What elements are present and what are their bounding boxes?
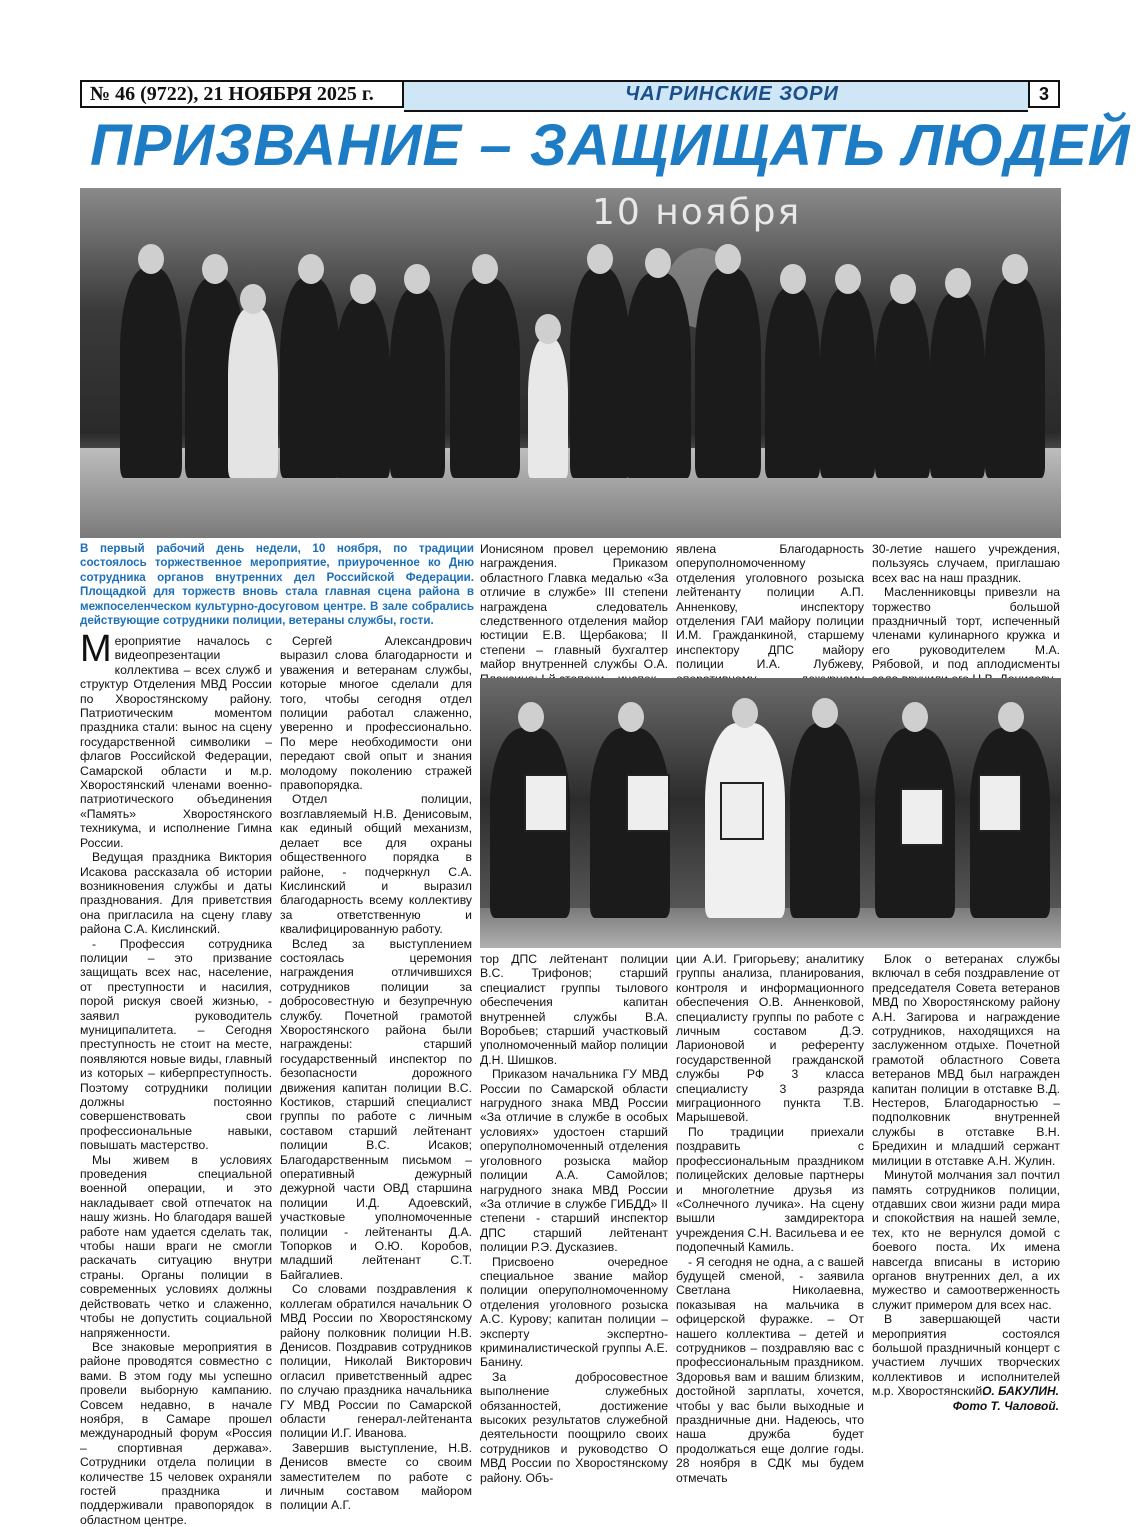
people-group: [80, 248, 1061, 478]
column-2: [280, 634, 472, 1513]
column-5-bottom: [872, 952, 1060, 1399]
paragraph: Минутой молчания зал почтил память сотрудников полиции, отдавших свои жизни ради мира и спокойствия на нашей земле, тех, кто не вернулся домой с боевого поста. Их имена навсегда вписаны в историю органов внутренних дел, а их мужество и самоотверженность служит примером для всех нас.: [872, 1168, 1060, 1312]
newspaper-title: ЧАГРИНСКИЕ ЗОРИ: [625, 83, 839, 105]
awardees-photo: [480, 678, 1061, 948]
photo-backdrop-text: 10 ноября: [592, 192, 802, 233]
paragraph: В завершающей части мероприятия состоялся большой праздничный концерт с участием лучших творческих коллективов и исполнителей м.р. Хворостянский.: [872, 1312, 1060, 1399]
paragraph: Ионисяном провел церемонию награждения. Приказом областного Главка медалью «За отличие в службе» III степени награждена следователь следственного отделения майор юстиции Е.В. Щербакова; II степени – главный бухгалтер майор внутренней службы О.А.: [480, 542, 668, 672]
column-4-bottom: [676, 952, 864, 1485]
column-3-top: [480, 542, 668, 686]
paragraph: Приказом начальника ГУ МВД России по Самарской области нагрудного знака МВД России «За отличие в службе в особых условиях» удостоен старший оперуполномоченный отделения уголовного розыска майор полиции А.А. Самойлов; нагрудного знака МВД России «За отличие в службе ГИБДД» II степени - старший инспектор ДПС старший лейтенант полиции Р.Э. Дусказиев.: [480, 1067, 668, 1255]
paragraph: Вслед за выступлением состоялась церемония награждения отличившихся сотрудников полиции за добросовестную и безупречную службу. Почетной грамотой Хворостянского района были награждены: старший государственный инспектор по безопасности дорожного движения капитан полиции В.С. Костиков, старший специалист группы по работе с личным составом старший лейтенант полиции В.С. Исаков; Благодарственным письмом – оперативный дежурный дежурной части ОВД старшина полиции И.Д. Адоевский, участковые уполномоченные полиции - лейтенанты Д.А. Топорков и О.Ю. Коробов, младший лейтенант С.Т. Байгалиев.: [280, 936, 472, 1282]
paragraph: По традиции приехали поздравить с профессиональным праздником полицейских деловые партнеры и многолетние друзья из «Солнечного лучика». На сцену вышли замдиректора учреждения С.Н. Васильева и ее подопечный Камиль.: [676, 1124, 864, 1255]
certificate-icon: [720, 782, 764, 840]
certificate-icon: [626, 774, 670, 832]
issue-number: № 46 (9722), 21 НОЯБРЯ 2025 г.: [80, 80, 404, 108]
paragraph: Со словами поздравления к коллегам обратился начальник О МВД России по Хворостянскому району полковник полиции Н.В. Денисов. Поздравив сотрудников полиции, Николай Викторович огласил приветственный адрес по случаю праздника начальника ГУ МВД России по Самарской области генерал-лейтенанта полиции И.Г. Иванова.: [280, 1282, 472, 1441]
author: О. БАКУЛИН.: [982, 1384, 1059, 1398]
column-3-bottom: [480, 952, 668, 1485]
paragraph: Мы живем в условиях проведения специальной военной операции, и это накладывает свой отпечаток на нашу жизнь. Но благодаря вашей работе нам удается сделать так, чтобы наши враги не смогли раскачать ситуацию внутри страны. Органы полиции в современных условиях должны действовать четко и слаженно, чтобы не допустить социальной напряженности.: [80, 1152, 272, 1340]
paragraph: За добросовестное выполнение служебных обязанностей, достижение высоких результатов служебной деятельности поощрило своих сотрудников и руководство О МВД России по Хворостянскому району. Объ-: [480, 1369, 668, 1485]
paragraph: тор ДПС лейтенант полиции В.С. Трифонов; старший специалист группы тылового обеспечения капитан внутренней службы В.А. Воробьев; старший участковый уполномоченный майор полиции Д.Н. Шишков.: [480, 952, 668, 1067]
certificate-icon: [978, 774, 1022, 832]
group-photo: [80, 188, 1061, 538]
headline: ПРИЗВАНИЕ – ЗАЩИЩАТЬ ЛЮДЕЙ: [90, 113, 1131, 178]
certificate-icon: [900, 788, 944, 846]
paragraph: - Профессия сотрудника полиции – это призвание защищать всех нас, население, от преступности и насилия, порой рискуя своей жизнью, - заявил руководитель муниципалитета. – Сегодня преступность не стоит на месте, появляются новые виды, главный из которых – киберпреступность. Поэтому сотрудники полиции должны постоянно совершенствовать свои профессиональные навыки, повышать мастерство.: [80, 936, 272, 1153]
column-5-top: [872, 542, 1060, 686]
paragraph: Все знаковые мероприятия в районе проводятся совместно с вами. В этом году мы успешно провели выборную кампанию. Совсем недавно, в начале ноября, в Самаре прошел международный форум «Россия – спортивная держава». Сотрудники отдела полиции в количестве 15 человек охраняли гостей праздника и поддерживали правопорядок в областном центре.: [80, 1339, 272, 1527]
signature: [953, 1384, 1059, 1414]
photo-caption: В первый рабочий день недели, 10 ноября, по традиции состоялось торжественное мероприятие, приуроченное ко Дню сотрудника органов внутренних дел Российской Федерации. Площадкой для торжеств вновь стала главная сцена района в межпоселенческом культурно-досуговом центре. В зале собрались действующие сотрудники полиции, ветераны службы, гости.: [80, 542, 474, 628]
paragraph: Мероприятие началось с видеопрезентации коллектива – всех служб и структур Отделения МВД России по Хворостянскому району. Патриотическим моментом праздника стали: вынос на сцену государственной символики – флагов Российской Федерации, Самарской области и м.р. Хворостянский членами военно-патриотического объединения «Память» Хворостянского техникума, и исполнение Гимна России.: [80, 628, 272, 850]
paragraph: Ведущая праздника Виктория Исакова рассказала об истории возникновения службы и даты празднования. Для приветствия она пригласила на сцену главу района С.А. Кислинский.: [80, 850, 272, 937]
paragraph: Отдел полиции, возглавляемый Н.В. Денисовым, как единый общий механизм, делает все для охраны общественного порядка в районе, - подчеркнул С.А. Кислинский и выразил благодарность всему коллективу за ответственную и квалифицированную работу.: [280, 792, 472, 937]
paragraph: 30-летие нашего учреждения, пользуясь случаем, приглашаю всех вас на наш праздник.: [872, 542, 1060, 585]
paragraph: Сергей Александрович выразил слова благодарности и уважения и ветеранам службы, которые многое сделали для того, чтобы сегодня отдел полиции работал слаженно, уверенно и профессионально. По мере необходимости они передают свой опыт и знания молодому поколению стражей правопорядка.: [280, 634, 472, 793]
photo-credit: Фото Т. Чаловой.: [952, 1399, 1059, 1413]
column-1: [80, 628, 272, 1527]
certificate-icon: [524, 774, 568, 832]
paragraph: Масленниковцы привезли на торжество большой праздничный торт, испеченный членами кулинарного кружка и его руководителем М.А. Рябовой, и под аплодисменты: [872, 585, 1060, 672]
paragraph: Блок о ветеранах службы включал в себя поздравление от председателя Совета ветеранов МВД по Хворостянскому району А.Н. Загирова и награждение сотрудников, находящихся на заслуженном отдыхе. Почетной грамотой областного Совета ветеранов МВД был награжден капитан полиции в отставке В.Д. Нестеров, Благодарностью – подполковник внутренней службы в отставке В.Н. Бредихин и младший сержант милиции в отставке А.Н. Жулин.: [872, 952, 1060, 1168]
page-number: 3: [1028, 80, 1060, 108]
paragraph: - Я сегодня не одна, а с вашей будущей сменой, - заявила Светлана Николаевна, показывая на мальчика в офицерской фуражке. – От нашего коллектива – детей и сотрудников – поздравляю вас с профессиональным праздником. Здоровья вам и вашим близким, достойной зарплаты, хочется, чтобы у вас были выходные и праздничные дни. Надеюсь, что наша дружба будет продолжаться еще долгие годы. 28 ноября в СДК мы будем отмечать: [676, 1254, 864, 1485]
paragraph: Присвоено очередное специальное звание майор полиции оперуполномоченному отделения уголовного розыска А.С. Курову; капитан полиции – эксперту экспертно-криминалистической группы А.Е. Банину.: [480, 1254, 668, 1370]
paragraph: Завершив выступление, Н.В. Денисов вместе со своим заместителем по работе с личным составом майором полиции А.Г.: [280, 1440, 472, 1513]
paragraph: явлена Благодарность оперуполномоченному отделения уголовного розыска лейтенанту полиции А.П. Анненкову, инспектору отделения ГАИ майору полиции И.М. Гражданкиной, старшему инспектору ДПС майору полиции И.А. Лубжеву,: [676, 542, 864, 672]
paragraph: ции А.И. Григорьеву; аналитику группы анализа, планирования, контроля и информационного обеспечения О.В. Анненковой, специалисту группы по работе с личным составом Д.Э. Ларионовой и референту государственной гражданской службы РФ 3 класса специалисту 3 разряда миграционного пункта Т.В. Марышевой.: [676, 952, 864, 1125]
